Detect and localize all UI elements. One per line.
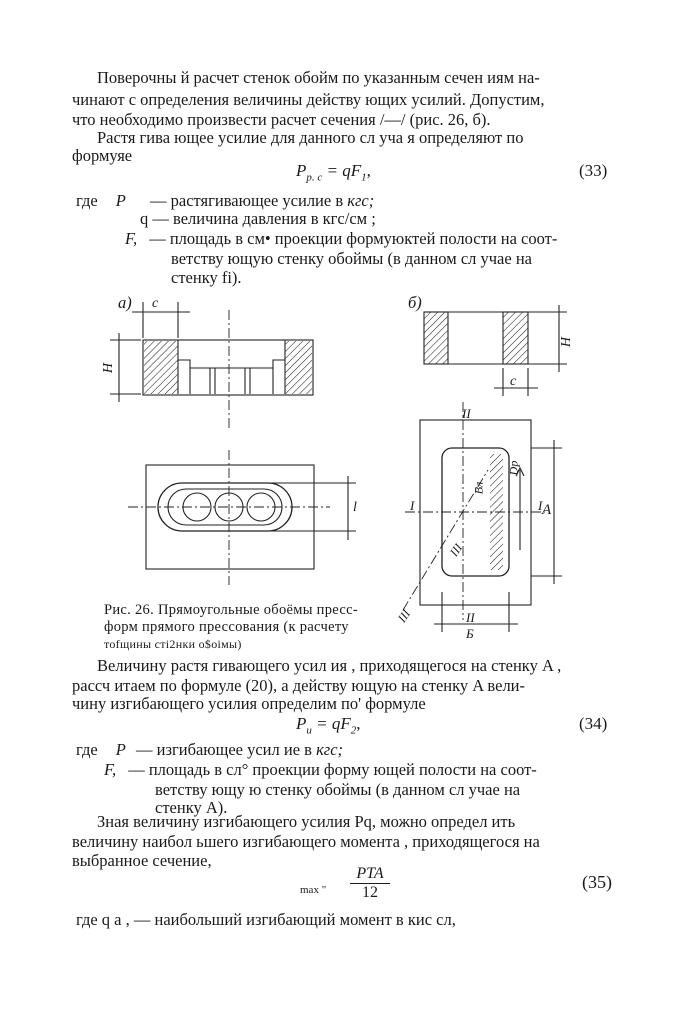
fig-a-left-hatch xyxy=(144,341,178,394)
para3-line3: чину изгибающего усилия определим по' формуле xyxy=(72,694,426,713)
fig-dim-c-b: c xyxy=(510,374,517,389)
last-line: где q a , — наибольший изгибающий момент в кис сл, xyxy=(76,910,456,929)
para2-line2: формуяе xyxy=(72,146,133,165)
fig-roman-II-bottom: II xyxy=(466,610,475,625)
eq35-fraction xyxy=(350,865,390,902)
fig-dim-c-a: c xyxy=(152,296,159,311)
eq34-lhs-sub: и xyxy=(306,724,312,737)
eq33-lhs: P xyxy=(296,161,307,180)
fig-label-Dp: Dр xyxy=(506,460,521,476)
para2-line1: Растя гива ющее усилие для данного сл уча я определяют по xyxy=(97,128,524,147)
fig-caption-line2: форм прямого прессования (к расчету xyxy=(104,619,349,635)
eq34-tail: , xyxy=(356,714,361,733)
para4-line3: выбранное сечение, xyxy=(72,851,212,870)
fig-caption-line1: Рис. 26. Прямоугольные обоёмы пресс- xyxy=(104,602,358,618)
fig-dim-H-b: H xyxy=(559,336,575,348)
eq34-rhs: = qF xyxy=(311,714,351,733)
fig-caption-line3: тоfщины стi2нки o$oiмы) xyxy=(104,637,242,651)
where2-line4: стенку A). xyxy=(155,798,228,817)
where1-lead: где xyxy=(76,191,98,210)
fig-dim-A: A xyxy=(542,502,552,518)
where2-lead: где xyxy=(76,740,98,759)
eq35-denominator: 12 xyxy=(362,884,378,901)
where2-text: — изгибающее усил ие в xyxy=(136,740,312,759)
fig-b-right-hatch xyxy=(503,312,528,364)
where1-line4: ветству ющую стенку обоймы (в данном сл учае на xyxy=(171,249,532,268)
fig-dim-H-a: H xyxy=(101,362,117,374)
para1-line1: Поверочны й расчет стенок обойм по указанным сечен иям на- xyxy=(97,68,540,87)
eq35-lhs: max " xyxy=(300,884,327,896)
fig-label-a: а) xyxy=(118,293,132,312)
equation-35-number: (35) xyxy=(582,872,612,892)
fig-label-Bl: Bл xyxy=(471,481,486,495)
where2-line3: ветству ющу ю стенку обоймы (в данном сл учае на xyxy=(155,780,521,799)
para3-line2: рассч итаем по формуле (20), а действу ющую на стенку A вели- xyxy=(72,676,526,695)
fig-roman-III-outer: III xyxy=(394,607,414,625)
figure-b xyxy=(403,305,567,632)
fig-roman-III-inner: III xyxy=(446,541,466,559)
eq33-tail: , xyxy=(366,161,371,180)
eq33-lhs-sub: р. с xyxy=(306,171,323,184)
eq34-rhs-sub: 2 xyxy=(350,724,357,737)
where2-line1 xyxy=(76,740,343,760)
where1-symbol: P xyxy=(115,191,126,210)
equation-34 xyxy=(296,714,361,736)
eq33-rhs: = qF xyxy=(322,161,362,180)
eq34-lhs: P xyxy=(296,714,307,733)
figure-a xyxy=(110,302,356,585)
where1-text: — растягивающее усилие в xyxy=(150,191,344,210)
fig-roman-II-top: II xyxy=(462,406,471,421)
where1-unit: кгс; xyxy=(347,191,375,210)
equation-34-number: (34) xyxy=(579,714,608,733)
fig-dim-B: Б xyxy=(466,626,474,641)
fig-label-b: б) xyxy=(408,293,422,312)
para1-line2: чинают с определения величины действу ющих усилий. Допустим, xyxy=(72,90,545,109)
where2-symbol2: F, xyxy=(104,760,117,779)
where2-unit: кгс; xyxy=(316,740,344,759)
fig-dim-l: l xyxy=(353,500,357,515)
where1-text2: — площадь в см• проекции формуюктей полости на соот- xyxy=(149,229,558,248)
fig-b-left-hatch xyxy=(424,312,448,364)
fig-roman-I-left: I xyxy=(410,498,415,513)
eq33-rhs-sub: 1 xyxy=(361,171,367,184)
equation-33-number: (33) xyxy=(579,161,608,180)
where1-line5: стенку fi). xyxy=(171,268,242,287)
para3-line1: Величину растя гивающего усил ия , приходящегося на стенку A , xyxy=(97,656,562,675)
where2-symbol: P xyxy=(115,740,126,759)
fig-a-right-hatch xyxy=(285,341,312,394)
para4-line2: величину наибол ьшего изгибающего момента , приходящегося на xyxy=(72,832,540,851)
fig-roman-I-right: I xyxy=(538,498,543,513)
where1-symbol2: F, xyxy=(125,229,138,248)
where2-text2: — площадь в сл° проекции форму ющей полости на соот- xyxy=(128,760,537,779)
eq35-numerator: PTA xyxy=(350,865,390,884)
para4-line1: Зная величину изгибающего усилия Pq, можно определ ить xyxy=(97,812,516,831)
para1-line3: что необходимо произвести расчет сечения /—/ (рис. 26, б). xyxy=(72,110,491,129)
where1-line2: q — величина давления в кгс/см ; xyxy=(140,209,376,228)
where2-line2 xyxy=(104,760,537,780)
